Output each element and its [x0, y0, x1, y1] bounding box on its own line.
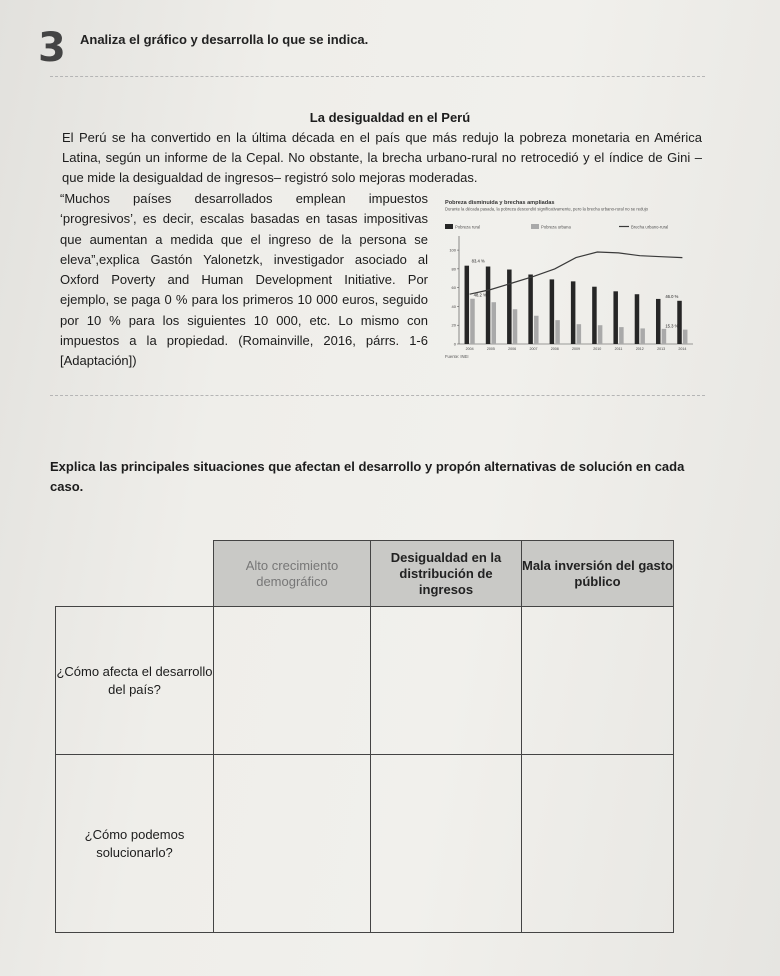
bar-urban	[534, 316, 539, 344]
x-tick-label: 2010	[593, 347, 602, 351]
x-tick-label: 2013	[657, 347, 666, 351]
y-tick-label: 0	[453, 341, 456, 347]
legend-swatch-rural	[445, 224, 453, 229]
bar-rural	[507, 270, 512, 344]
bar-rural	[656, 299, 661, 344]
data-label-urban-start: 48.2 %	[473, 292, 487, 298]
bar-rural	[613, 291, 618, 344]
y-tick-label: 80	[451, 266, 456, 272]
answer-cell[interactable]	[371, 755, 522, 933]
bar-rural	[486, 267, 491, 344]
poverty-chart	[443, 196, 701, 362]
x-tick-label: 2005	[486, 347, 495, 351]
gap-line	[470, 252, 683, 294]
bar-urban	[492, 302, 497, 344]
bar-urban	[577, 324, 582, 344]
bar-rural	[635, 294, 640, 344]
answer-table	[55, 540, 674, 933]
reading-title: La desigualdad en el Perú	[309, 110, 471, 125]
bar-rural	[677, 301, 682, 344]
bar-rural	[550, 279, 555, 344]
bar-urban	[683, 330, 688, 344]
y-tick-label: 20	[451, 322, 456, 328]
legend-label-urban: Pobreza urbana	[541, 224, 571, 230]
reading-paragraph-2: “Muchos países desarrollados emplean impuestos ‘progresivos’, es decir, escalas basadas en tasas impositivas que aumentan a medida que el ingreso de la persona se eleva”,explica Gastón Yalonetzk, investigador asociado al Oxford Poverty and Human Development Initiative. Por ejemplo, se paga 0 % para los primeros 10 000 euros, seguido por 10 % para los siguientes 10 000, etc. Lo mismo con impuestos a la propiedad. (Romainville, 2016, párrs. 1-6 [Adaptación])	[60, 191, 428, 369]
chart-plot-area	[449, 236, 693, 351]
row-header: ¿Cómo afecta el desarrollo del país?	[56, 607, 214, 755]
x-tick-label: 2004	[465, 347, 474, 351]
bar-urban	[555, 320, 560, 344]
y-tick-label: 60	[451, 285, 456, 291]
bar-rural	[465, 266, 470, 344]
bar-rural	[592, 287, 597, 344]
answer-cell[interactable]	[214, 607, 371, 755]
y-tick-label: 100	[449, 247, 456, 253]
chart-source: Fuente: INEI	[445, 354, 469, 359]
column-header: Alto crecimiento demográfico	[214, 541, 371, 607]
table-corner	[56, 541, 214, 607]
table-row	[56, 755, 674, 933]
answer-cell[interactable]	[522, 607, 674, 755]
answer-cell[interactable]	[371, 607, 522, 755]
x-tick-label: 2006	[508, 347, 517, 351]
x-tick-label: 2007	[529, 347, 538, 351]
bar-urban	[513, 309, 518, 344]
x-tick-label: 2009	[572, 347, 580, 351]
x-tick-label: 2012	[635, 347, 644, 351]
column-header: Mala inversión del gasto público	[522, 541, 674, 607]
activity-instruction: Analiza el gráfico y desarrolla lo que se indica.	[80, 32, 369, 47]
bar-urban	[662, 329, 667, 344]
legend-label-rural: Pobreza rural	[455, 224, 481, 230]
answer-cell[interactable]	[522, 755, 674, 933]
chart-title: Pobreza disminuida y brechas ampliadas	[445, 200, 555, 206]
table-row	[56, 607, 674, 755]
reading-paragraph-1: El Perú se ha convertido en la última década en el país que más redujo la pobreza monetaria en América Latina, según un informe de la Cepal. No obstante, la brecha urbano-rural no retrocedió y el índice de Gini –que mide la desigualdad de ingresos– registró solo mejoras moderadas.	[62, 130, 702, 185]
legend-label-gap: Brecha urbano-rural	[631, 224, 669, 230]
bar-rural	[528, 275, 533, 344]
activity-number: 3	[38, 25, 66, 71]
table-header-row	[56, 541, 674, 607]
data-label-urban-end: 15.3 %	[665, 323, 679, 329]
x-tick-label: 2014	[678, 347, 687, 351]
answer-cell[interactable]	[214, 755, 371, 933]
x-tick-label: 2008	[550, 347, 559, 351]
poverty-chart-svg	[443, 196, 701, 362]
data-label-rural-end: 46.0 %	[665, 293, 679, 299]
bar-urban	[598, 325, 603, 344]
task-question: Explica las principales situaciones que afectan el desarrollo y propón alternativas de solución en cada caso.	[50, 459, 685, 494]
bar-rural	[571, 281, 576, 344]
x-tick-label: 2011	[614, 347, 623, 351]
chart-subtitle: Durante la década pasada, la pobreza descendió significativamente, pero la brecha urbano-rural no se redujo	[445, 206, 648, 212]
row-header: ¿Cómo podemos solucionarlo?	[56, 755, 214, 933]
bar-urban	[640, 328, 645, 344]
column-header: Desigualdad en la distribución de ingresos	[371, 541, 522, 607]
data-label-rural-start: 83.4 %	[471, 258, 485, 264]
bar-urban	[470, 299, 475, 344]
legend-swatch-urban	[531, 224, 539, 229]
bar-urban	[619, 327, 624, 344]
y-tick-label: 40	[451, 303, 456, 309]
